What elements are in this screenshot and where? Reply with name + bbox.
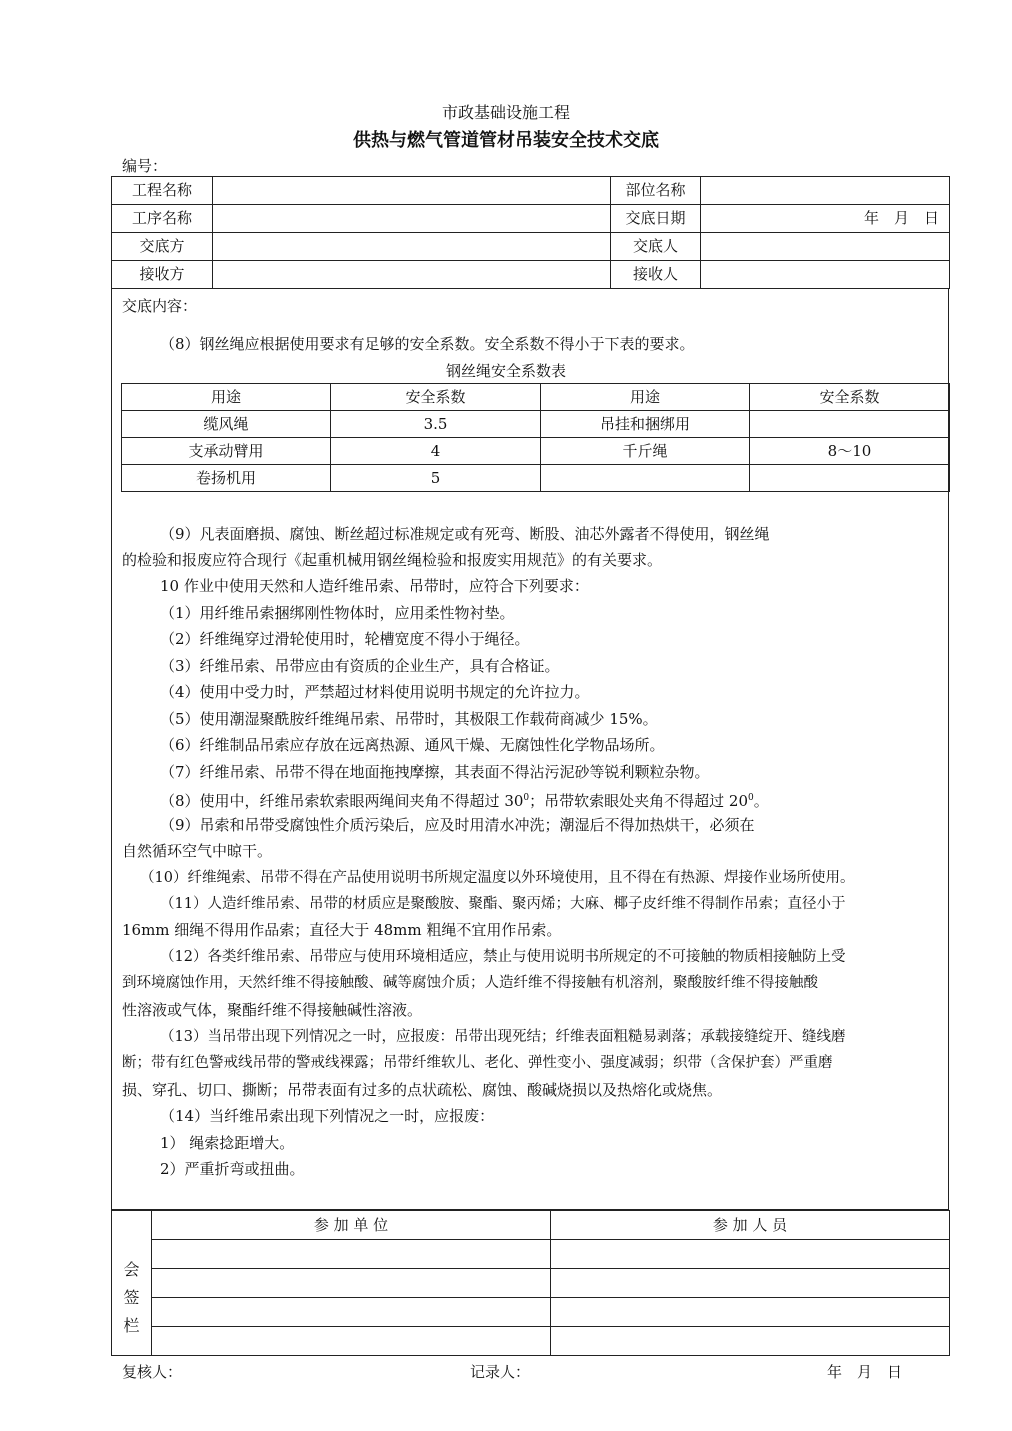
paragraph-line: （10）纤维绳索、吊带不得在产品使用说明书所规定温度以外环境使用，且不得在有热源、焊接作业场所使用。 [140,870,855,886]
table-row [122,438,950,465]
table-cell: 缆风绳 [122,411,331,438]
table-cell [541,465,750,492]
paragraph-line: 的检验和报废应符合现行《起重机械用钢丝绳检验和报废实用规范》的有关要求。 [122,551,663,569]
info-table [111,176,950,289]
table-row [112,1327,950,1356]
discloser-party-field[interactable] [213,233,611,261]
serial-number-label: 编号： [122,157,168,175]
unit-header: 参 加 单 位 [152,1211,551,1240]
angle-text-part2: ；吊带软索眼处夹角不得超过 20 [529,792,748,810]
table-row [112,233,950,261]
person-field[interactable] [551,1269,950,1298]
document-subtitle: 市政基础设施工程 [441,103,570,122]
safety-table-caption: 钢丝绳安全系数表 [445,362,566,380]
table-header-row [112,1211,950,1240]
receiver-party-field[interactable] [213,261,611,289]
side-char: 栏 [123,1316,140,1335]
paragraph-line: （12）各类纤维吊索、吊带应与使用环境相适应，禁止与使用说明书所规定的不可接触的物质相接触防上受 [160,949,846,965]
table-row [112,205,950,233]
person-field[interactable] [551,1298,950,1327]
table-row [122,465,950,492]
degree-mark: 0 [523,793,530,803]
recorder-label: 记录人： [470,1363,531,1381]
paragraph-line: （1）用纤维吊索捆绑刚性物体时，应用柔性物衬垫。 [160,604,515,622]
content-label: 交底内容： [122,297,198,315]
paragraph-line: （11）人造纤维吊索、吊带的材质应是聚酸胺、聚酯、聚丙烯；大麻、椰子皮纤维不得制作吊索；直径小于 [160,896,846,912]
table-row [112,1269,950,1298]
paragraph-line: （3）纤维吊索、吊带应由有资质的企业生产，具有合格证。 [160,657,560,675]
side-char: 签 [123,1288,140,1307]
table-row [112,1240,950,1269]
paragraph-line: （9）凡表面磨损、腐蚀、断丝超过标准规定或有死弯、断股、油芯外露者不得使用，钢丝绳 [160,525,770,543]
sign-off-table [111,1210,950,1356]
discloser-label: 交底人 [611,233,701,261]
paragraph-line: （13）当吊带出现下列情况之一时，应报废：吊带出现死结；纤维表面粗糙易剥落；承载接缝绽开、缝线磨 [160,1029,846,1045]
paragraph-line: 损、穿孔、切口、撕断；吊带表面有过多的点状疏松、腐蚀、酸碱烧损以及热熔化或烧焦。 [122,1081,723,1099]
paragraph-line: 10 作业中使用天然和人造纤维吊索、吊带时，应符合下列要求： [160,577,589,595]
angle-text-end: 。 [753,792,769,810]
table-cell: 3.5 [331,411,541,438]
table-cell: 4 [331,438,541,465]
item-8-text: （8）钢丝绳应根据使用要求有足够的安全系数。安全系数不得小于下表的要求。 [160,335,695,353]
table-cell: 千斤绳 [541,438,750,465]
receiver-field[interactable] [701,261,950,289]
paragraph-line: （2）纤维绳穿过滑轮使用时，轮槽宽度不得小于绳径。 [160,630,530,648]
paragraph-line: 16mm 细绳不得用作品索；直径大于 48mm 粗绳不宜用作吊索。 [122,921,562,939]
table-cell: 支承动臂用 [122,438,331,465]
discloser-party-label: 交底方 [112,233,213,261]
paragraph-line: （9）吊索和吊带受腐蚀性介质污染后，应及时用清水冲洗；潮湿后不得加热烘干，必须在 [160,816,755,834]
paragraph-line: （14）当纤维吊索出现下列情况之一时，应报废： [160,1107,495,1125]
table-cell [750,411,950,438]
column-header: 安全系数 [750,384,950,411]
table-row [112,261,950,289]
footer-date-label: 年 月 日 [827,1363,903,1381]
column-header: 用途 [122,384,331,411]
safety-factor-table [121,383,950,492]
part-name-label: 部位名称 [611,177,701,205]
paragraph-line: 到环境腐蚀作用，天然纤维不得接触酸、碱等腐蚀介质；人造纤维不得接触有机溶剂，聚酸胺纤维不得接触酸 [122,975,818,991]
paragraph-line: 性溶液或气体，聚酯纤维不得接触碱性溶液。 [122,1001,423,1019]
paragraph-line: 自然循环空气中晾干。 [122,842,273,860]
column-header: 安全系数 [331,384,541,411]
table-cell: 8～10 [750,438,950,465]
paragraph-line: （5）使用潮湿聚酰胺纤维绳吊索、吊带时，其极限工作载荷商减少 15%。 [160,710,658,728]
paragraph-line: （7）纤维吊索、吊带不得在地面拖拽摩擦，其表面不得沾污泥砂等锐利颗粒杂物。 [160,763,710,781]
table-row [112,1298,950,1327]
project-name-field[interactable] [213,177,611,205]
table-cell [750,465,950,492]
process-name-field[interactable] [213,205,611,233]
reviewer-label: 复核人： [122,1363,183,1381]
person-header: 参 加 人 员 [551,1211,950,1240]
unit-field[interactable] [152,1298,551,1327]
receiver-party-label: 接收方 [112,261,213,289]
paragraph-line: 断；带有红色警戒线吊带的警戒线裸露；吊带纤维软儿、老化、弹性变小、强度减弱；织带（含保护套）严重磨 [122,1055,833,1071]
receiver-label: 接收人 [611,261,701,289]
project-name-label: 工程名称 [112,177,213,205]
paragraph-line: （6）纤维制品吊索应存放在远离热源、通风干燥、无腐蚀性化学物品场所。 [160,736,665,754]
date-label: 交底日期 [611,205,701,233]
unit-field[interactable] [152,1269,551,1298]
degree-mark: 0 [748,793,754,803]
table-cell: 5 [331,465,541,492]
table-row [112,177,950,205]
table-row [122,411,950,438]
discloser-field[interactable] [701,233,950,261]
table-cell: 卷扬机用 [122,465,331,492]
person-field[interactable] [551,1327,950,1356]
person-field[interactable] [551,1240,950,1269]
document-title: 供热与燃气管道管材吊装安全技术交底 [353,130,659,151]
paragraph-line: （4）使用中受力时，严禁超过材料使用说明书规定的允许拉力。 [160,683,590,701]
side-char: 会 [123,1260,140,1279]
table-cell: 吊挂和捆绑用 [541,411,750,438]
paragraph-line: 2）严重折弯或扭曲。 [160,1160,305,1178]
process-name-label: 工序名称 [112,205,213,233]
unit-field[interactable] [152,1327,551,1356]
paragraph-line-angle [160,788,769,811]
angle-text-part1: （8）使用中，纤维吊索软索眼两绳间夹角不得超过 30 [160,792,524,810]
table-header-row [122,384,950,411]
part-name-field[interactable] [701,177,950,205]
date-field[interactable]: 年 月 日 [701,205,950,233]
column-header: 用途 [541,384,750,411]
unit-field[interactable] [152,1240,551,1269]
paragraph-line: 1） 绳索捻距增大。 [160,1134,295,1152]
sign-off-side-label [112,1211,152,1356]
